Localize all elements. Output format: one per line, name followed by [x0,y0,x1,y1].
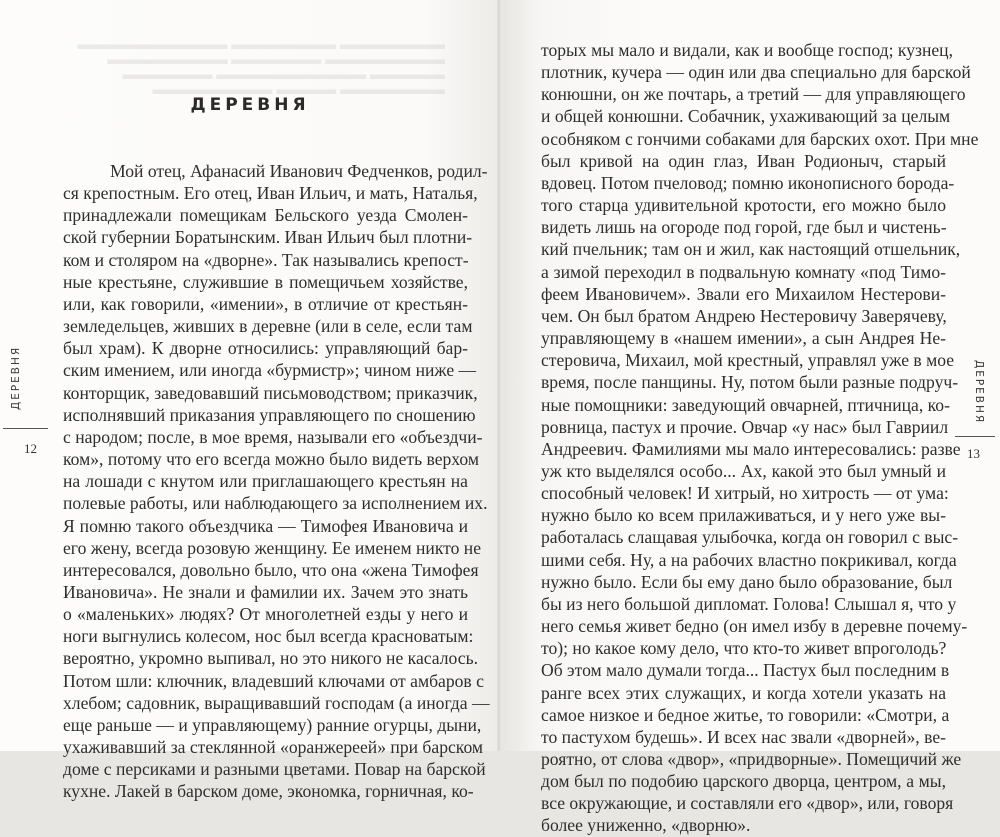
text-line: то пастухом будешь». И всех нас звали «дворней», ве- [541,726,946,747]
text-line: дом был по подобию царского дворца, центром, а мы, [541,771,946,792]
text-line: его жену, всегда розовую женщину. Ее именем никто не [63,537,482,558]
text-line: ноги выгнулись колесом, нос был всегда красноватым: [63,626,474,647]
text-line: уж кто выделялся особо... Ах, какой это был умный и [541,460,946,481]
text-line: Я помню такого объездчика — Тимофея Ивановича и [63,515,468,536]
text-line: нужно было ко всем прилаживаться, и у него уже вы- [541,505,946,526]
text-line: стеровича, Михаил, мой крестный, управлял уже в мое [541,350,955,371]
text-line: ком и столяром на «дворне». Так назывались крепост- [63,249,469,270]
text-line: конторщик, заведовавший письмоводством; приказчик, [63,382,478,403]
text-line: ся крепостным. Его отец, Иван Ильич, и мать, Наталья, [63,183,478,204]
text-line: Мой отец, Афанасий Иванович Федченков, родил- [110,161,488,181]
text-line: бы из него большой дипломат. Голова! Слышал я, что у [541,593,957,614]
text-line: кий пчельник; там он и жил, как настоящий отшельник, [541,239,961,260]
text-line: плотник, кучера — один или два специально для барской [541,62,971,83]
text-line: кухне. Лакей в барском доме, экономка, горничная, ко- [63,781,474,802]
text-line: был кривой на один глаз, Иван Родионыч, старый [541,150,946,171]
text-line: или, как говорили, «имении», в отличие от крестьян- [63,293,468,314]
text-line: земледельцев, живших в деревне (или в селе, если там [63,316,473,337]
text-line: вероятно, укромно выпивал, но это никого не касалось. [63,648,478,669]
text-line: управляющему в «нашем имении», а сын Андрея Не- [541,328,946,349]
text-line: ской губернии Боратынским. Иван Ильич был плотни- [63,227,473,248]
text-line: время, после панщины. Ну, потом были разные подруч- [541,372,959,393]
running-head-rule [3,428,48,429]
text-line: чем. Он был братом Андрею Нестеровичу Заверячеву, [541,305,947,326]
text-line: а зимой переходил в подвальную комнату «под Тимо- [541,261,946,282]
text-line: еще раньше — и управляющему) ранние огурцы, дыни, [63,714,482,735]
page-number-left: 12 [24,441,37,456]
show-through-text: ▬▬▬▬▬▬▬ ▬▬▬▬▬▬▬ ▬▬▬▬▬▬▬▬▬▬ ▬▬▬▬▬▬▬▬ ▬▬▬▬▬▬ ▬▬▬▬▬▬▬▬ ▬▬▬▬▬ ▬▬▬▬▬▬▬▬▬▬ ▬▬▬▬▬▬ ▬▬▬▬▬▬▬ ▬▬▬▬ ▬▬▬▬▬▬▬▬ [77,37,445,98]
text-line: исполнявший приказания управляющего по сношению [63,404,476,425]
text-line: полевые работы, или наблюдающего за исполнением их. [63,493,488,514]
text-line: доме с персиками и разными цветами. Повар на барской [63,759,486,780]
text-line: ком», потому что его всегда можно было видеть верхом [63,449,480,470]
text-line: о «маленьких» людях? От многолетней езды у него и [63,604,468,625]
text-line: ные помощники: заведующий овчарней, птичница, ко- [541,394,950,415]
text-line: работалась слащавая улыбочка, когда он говорил с выс- [541,527,959,548]
text-line: торых мы мало и видали, как и вообще господ; кузнец, [541,40,954,60]
text-line: Потом шли: ключник, владевший ключами от амбаров с [63,670,484,691]
text-line: интересовался, довольно было, что она «жена Тимофея [63,559,479,580]
chapter-title: ДЕРЕВНЯ [190,95,310,115]
text-line: видеть лишь на огороде под горой, где был и чистень- [541,217,947,238]
running-head-left: ДЕРЕВНЯ [10,345,22,410]
text-line: был храм). К дворне относились: управляющий бар- [63,338,468,359]
text-line: феем Ивановичем». Звали его Михаилом Нестерови- [541,283,946,304]
text-line: и общей конюшни. Собачник, ухаживающий за целым [541,106,951,127]
text-line: ухаживавший за стеклянной «оранжереей» при барском [63,737,484,758]
text-line: конюшни, он же почтарь, а третий — для управляющего [541,84,966,105]
text-line: то); но какое кому дело, что кто-то живет впроголодь? [541,638,947,659]
text-line: самое низкое и бедное житье, то говорили: «Смотри, а [541,704,950,725]
text-line: на лошади с кнутом или приглашающего крестьян на [63,471,468,492]
running-head-right: ДЕРЕВНЯ [973,360,985,425]
left-page-text [63,160,490,803]
text-line: Андреевич. Фамилиями мы мало интересовались: разве [541,438,961,459]
text-line: Ивановича». Не знали и фамилии их. Зачем это знать [63,581,468,602]
text-line: особняком с гончими собаками для барских охот. При мне [541,128,979,149]
text-line: принадлежали помещикам Бельского уезда Смолен- [63,205,468,226]
text-line: ранге всех этих служащих, и когда хотели указать на [541,682,946,703]
text-line: нужно было. Если бы ему дано было образование, был [541,571,953,592]
text-line: Об этом мало думали тогда... Пастух был последним в [541,660,950,681]
text-line: шими себя. Ну, а на рабочих властно покрикивал, когда [541,549,957,570]
text-line: ные крестьяне, служившие в помещичьем хозяйстве, [63,271,468,292]
text-line: более униженно, «дворню». [541,815,751,836]
text-line: того старца удивительной кротости, его можно было [541,195,946,216]
left-page [0,0,500,802]
text-line: с народом; после, в мое время, называли его «объездчи- [63,426,483,447]
text-line: него семья живет бедно (он имел избу в деревне почему- [541,616,968,637]
text-line: вдовец. Потом пчеловод; помню иконописного борода- [541,172,955,193]
running-head-rule [955,436,995,437]
text-line: роятно, от слова «двор», «придворные». Помещичий же [541,749,962,769]
text-line: хлебом; садовник, выращивавший господам (а иногда — [63,692,490,713]
page-number-right: 13 [967,446,980,461]
text-line: способный человек! И хитрый, но хитрость — от ума: [541,483,949,504]
text-line: все окружающие, и составляли его «двор», или, говоря [541,793,954,814]
text-line: ровница, пастух и прочие. Овчар «у нас» был Гавриил [541,416,949,437]
text-line: ским имением, или иногда «бурмистр»; чином ниже — [63,360,477,381]
